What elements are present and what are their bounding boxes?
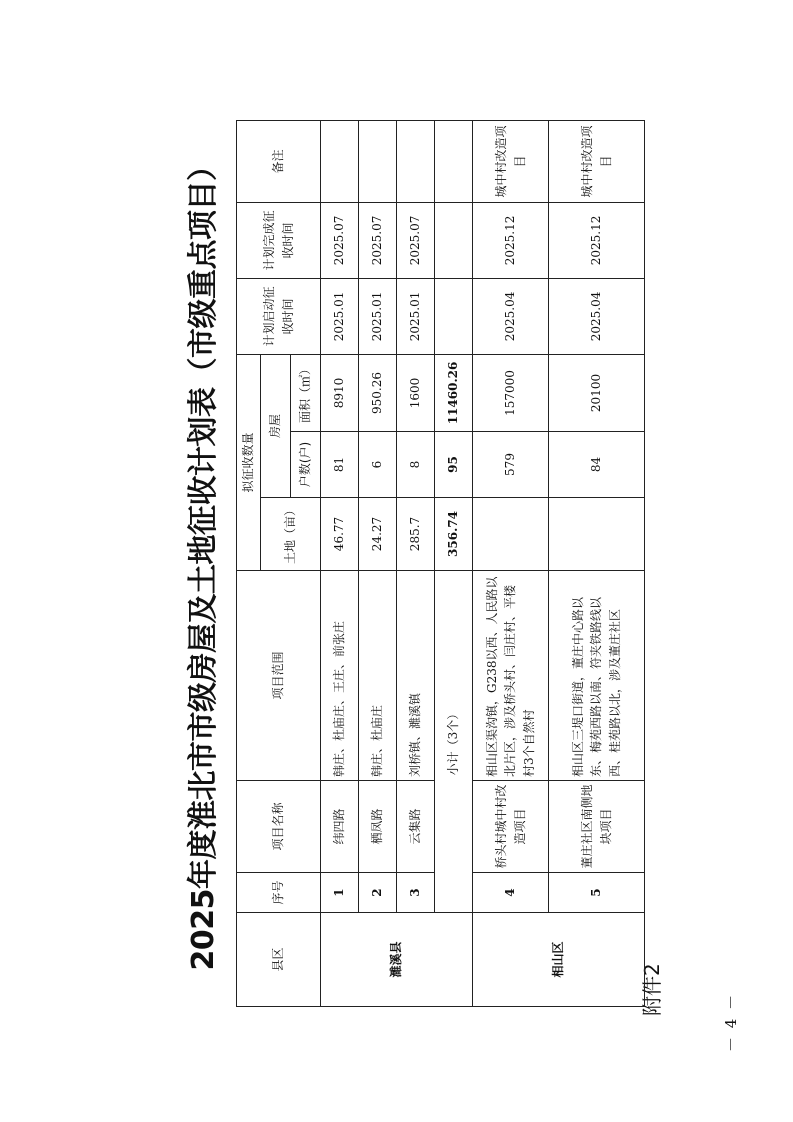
- subtotal-label: 小计（3个）: [435, 571, 473, 913]
- header-households: 户数(户): [291, 432, 321, 498]
- start-cell: 2025.04: [473, 278, 549, 354]
- header-finish: 计划完成征收时间: [237, 202, 321, 278]
- households-cell: 579: [473, 432, 549, 498]
- subtotal-start: [435, 278, 473, 354]
- finish-cell: 2025.07: [321, 202, 359, 278]
- area-cell: 157000: [473, 354, 549, 431]
- seq-cell: 1: [321, 873, 359, 913]
- households-cell: 8: [397, 432, 435, 498]
- seq-cell: 5: [549, 873, 645, 913]
- remark-cell: 城中村改造项目: [473, 120, 549, 202]
- header-seq: 序号: [237, 873, 321, 913]
- area-cell: 8910: [321, 354, 359, 431]
- project-name-cell: 纬四路: [321, 781, 359, 873]
- subtotal-households: 95: [435, 432, 473, 498]
- seq-cell: 3: [397, 873, 435, 913]
- subtotal-land: 356.74: [435, 498, 473, 571]
- start-cell: 2025.04: [549, 278, 645, 354]
- households-cell: 81: [321, 432, 359, 498]
- land-cell: [549, 498, 645, 571]
- households-cell: 6: [359, 432, 397, 498]
- subtotal-finish: [435, 202, 473, 278]
- area-cell: 20100: [549, 354, 645, 431]
- scope-cell: 相山区渠沟镇，G238以西、人民路以北片区，涉及桥头村、闫庄村、平楼村3个自然村: [473, 571, 549, 781]
- header-land: 土地（亩）: [261, 498, 321, 571]
- scope-cell: 刘桥镇、濉溪镇: [397, 571, 435, 781]
- scope-cell: 韩庄、杜庙庄、王庄、前张庄: [321, 571, 359, 781]
- expropriation-plan-table: [236, 120, 645, 1007]
- subtotal-area: 11460.26: [435, 354, 473, 431]
- project-name-cell: 桥头村城中村改造项目: [473, 781, 549, 873]
- area-cell: 1600: [397, 354, 435, 431]
- remark-cell: 城中村改造项目: [549, 120, 645, 202]
- scope-cell: 韩庄、杜庙庄: [359, 571, 397, 781]
- start-cell: 2025.01: [397, 278, 435, 354]
- page-number: － 4 －: [722, 992, 740, 1052]
- area-cell: 950.26: [359, 354, 397, 431]
- table-row: [549, 120, 645, 1006]
- project-name-cell: 董庄社区南侧地块项目: [549, 781, 645, 873]
- land-cell: 46.77: [321, 498, 359, 571]
- table-row: [397, 120, 435, 1006]
- header-start: 计划启动征收时间: [237, 278, 321, 354]
- table-row: [321, 120, 359, 1006]
- header-project-name: 项目名称: [237, 781, 321, 873]
- county-cell: 濉溪县: [321, 913, 473, 1007]
- finish-cell: 2025.12: [473, 202, 549, 278]
- subtotal-row: [435, 120, 473, 1006]
- start-cell: 2025.01: [359, 278, 397, 354]
- header-remark: 备注: [237, 120, 321, 202]
- page-title: 2025年度淮北市市级房屋及土地征收计划表（市级重点项目）: [186, 151, 221, 971]
- finish-cell: 2025.07: [397, 202, 435, 278]
- land-cell: 24.27: [359, 498, 397, 571]
- land-cell: 285.7: [397, 498, 435, 571]
- attachment-label: 附件2: [640, 963, 664, 1016]
- remark-cell: [397, 120, 435, 202]
- table-row: [473, 120, 549, 1006]
- scope-cell: 相山区三堤口街道，董庄中心路以东、梅苑西路以南、符夹铁路线以西、桂苑路以北，涉及董庄社区: [549, 571, 645, 781]
- table-row: [359, 120, 397, 1006]
- header-house: 房屋: [261, 354, 291, 497]
- seq-cell: 4: [473, 873, 549, 913]
- start-cell: 2025.01: [321, 278, 359, 354]
- remark-cell: [359, 120, 397, 202]
- project-name-cell: 云集路: [397, 781, 435, 873]
- header-planned-qty: 拟征收数量: [237, 354, 261, 570]
- finish-cell: 2025.12: [549, 202, 645, 278]
- seq-cell: 2: [359, 873, 397, 913]
- county-cell: 相山区: [473, 913, 645, 1007]
- header-county: 县区: [237, 913, 321, 1007]
- land-cell: [473, 498, 549, 571]
- header-area: 面积（㎡）: [291, 354, 321, 431]
- households-cell: 84: [549, 432, 645, 498]
- project-name-cell: 栖凤路: [359, 781, 397, 873]
- subtotal-remark: [435, 120, 473, 202]
- header-scope: 项目范围: [237, 571, 321, 781]
- remark-cell: [321, 120, 359, 202]
- finish-cell: 2025.07: [359, 202, 397, 278]
